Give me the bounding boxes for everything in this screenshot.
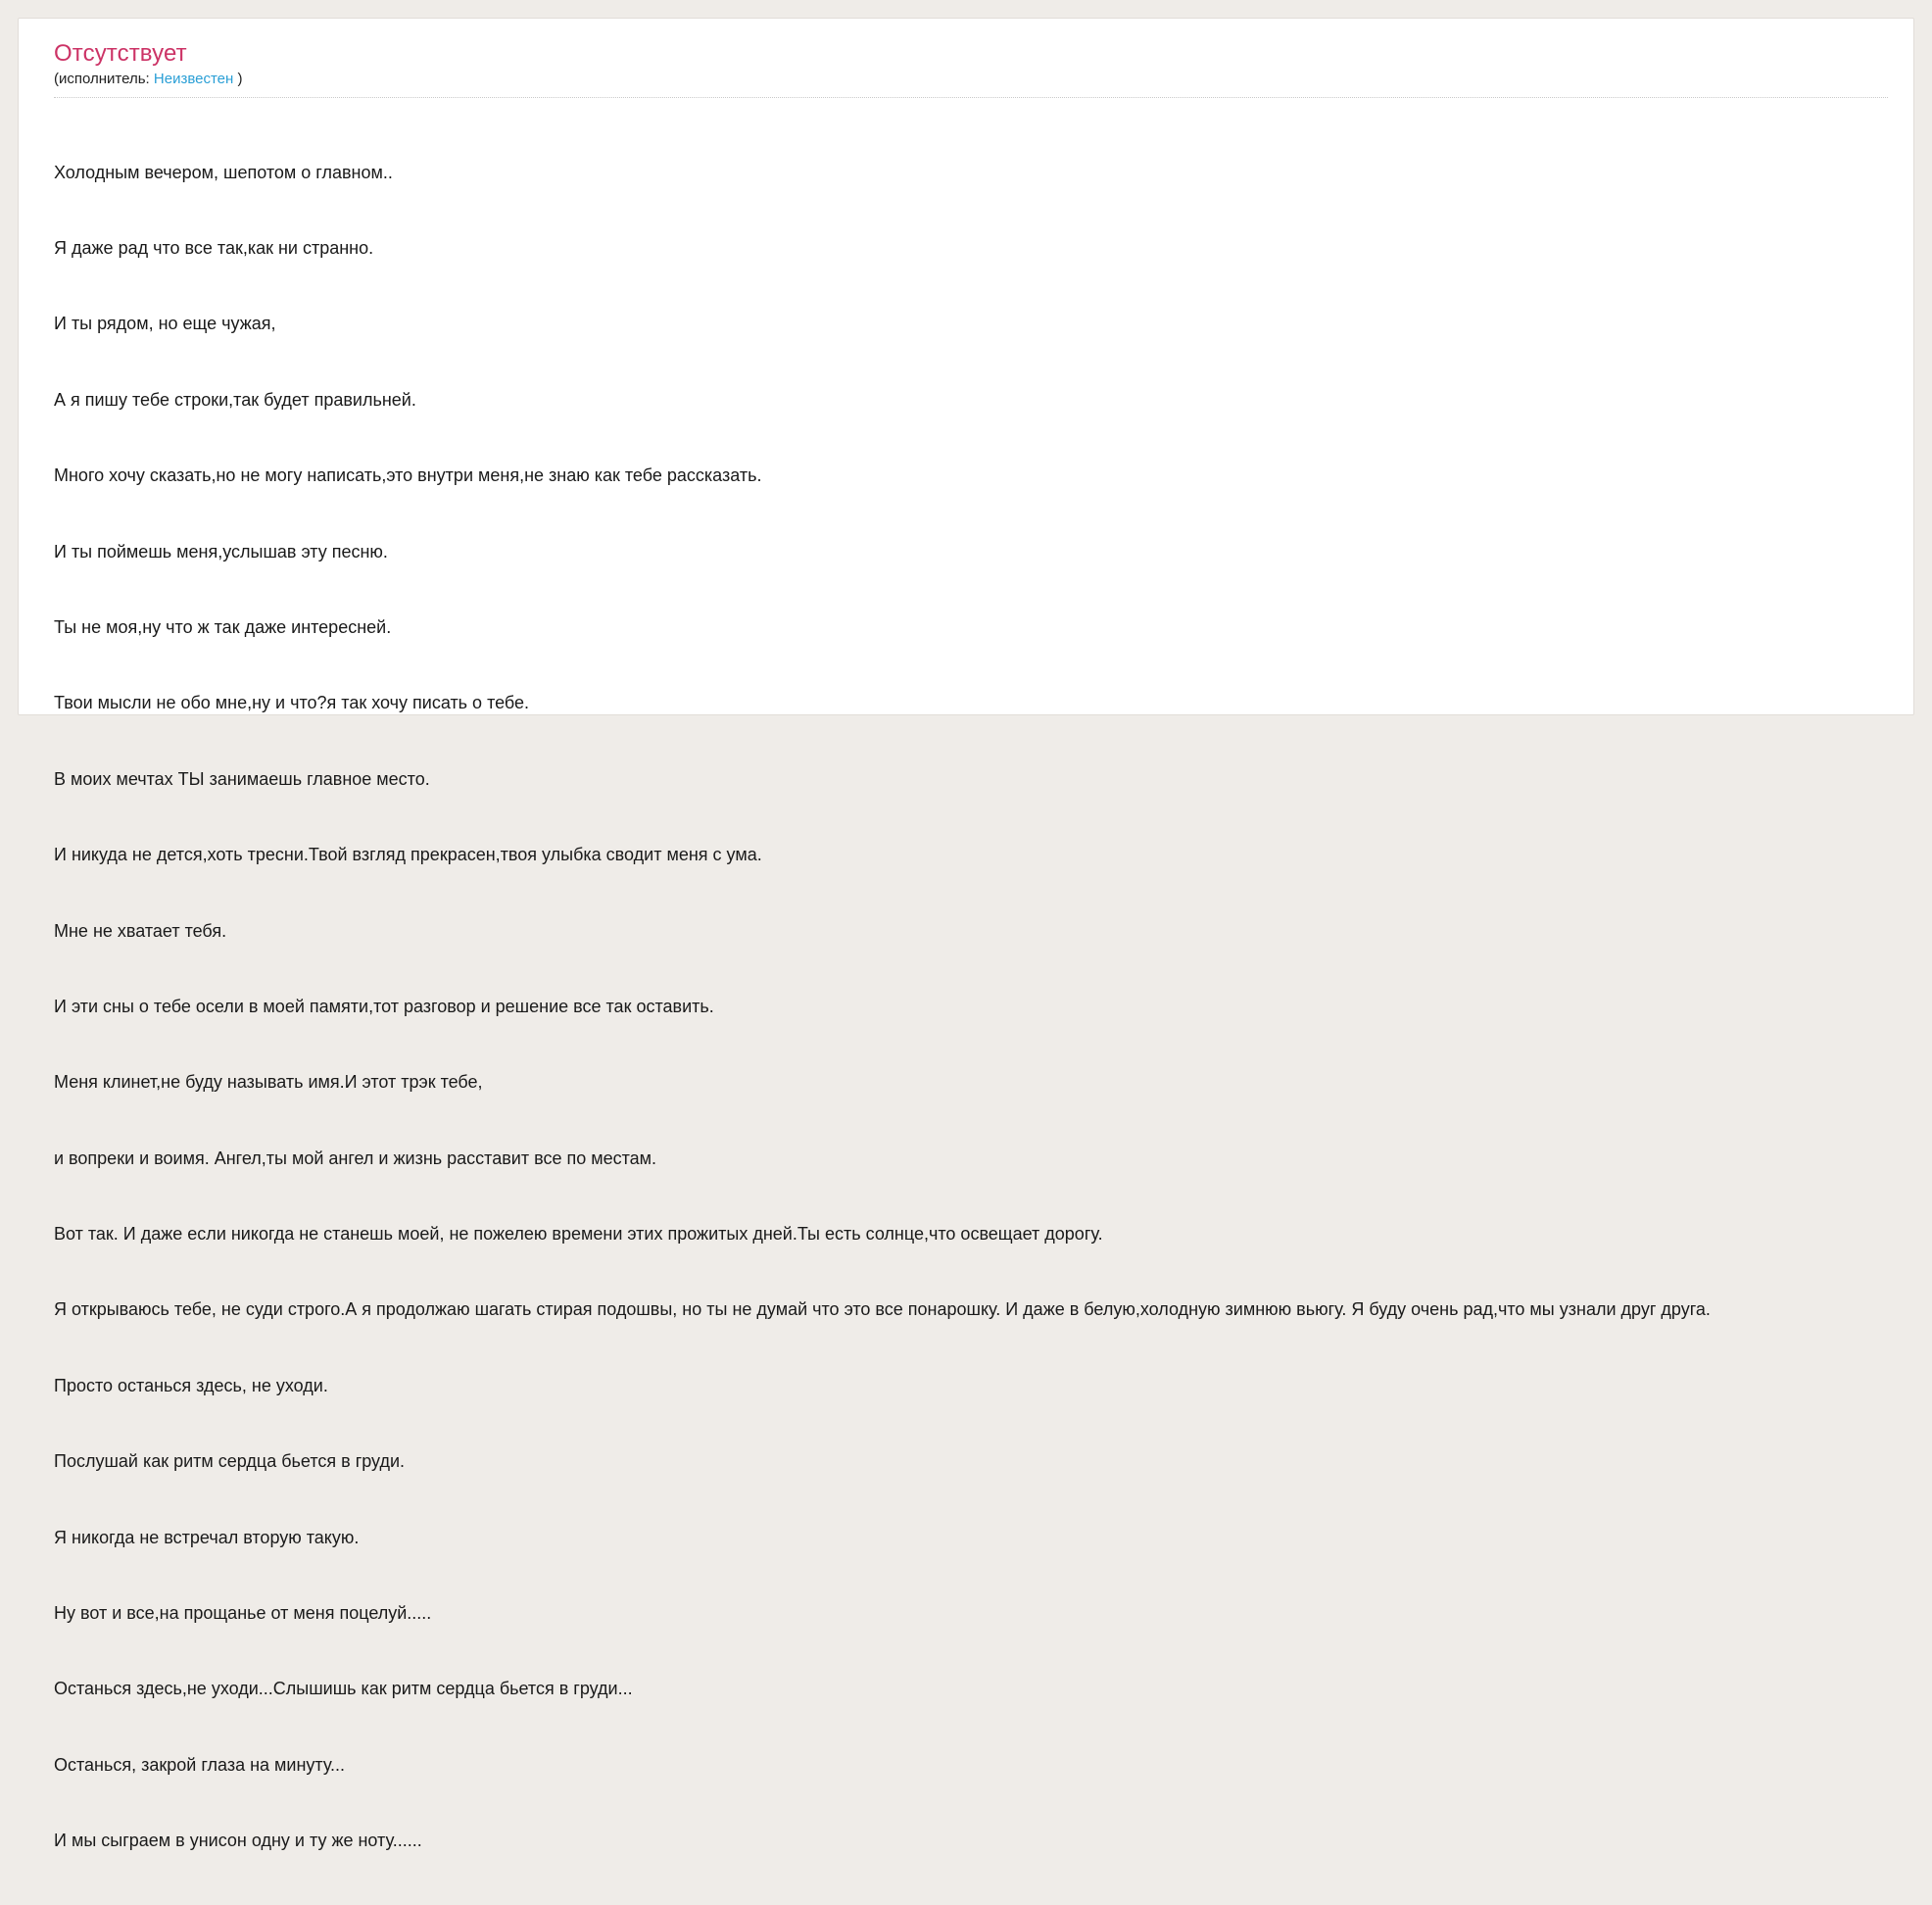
lyric-line: и вопреки и воимя. Ангел,ты мой ангел и жизнь расставит все по местам. bbox=[54, 1148, 657, 1168]
lyrics-body bbox=[54, 98, 1888, 1905]
lyric-line: А я пишу тебе строки,так будет правильней. bbox=[54, 389, 416, 410]
artist-line bbox=[54, 70, 1888, 98]
artist-close-paren: ) bbox=[237, 71, 243, 87]
lyric-line: И никуда не дется,хоть тресни.Твой взгляд прекрасен,твоя улыбка сводит меня с ума. bbox=[54, 845, 762, 865]
lyric-line: Вот так. И даже если никогда не станешь моей, не пожелею времени этих прожитых дней.Ты есть солнце,что освещает дорогу. bbox=[54, 1224, 1103, 1245]
lyric-line: Мне не хватает тебя. bbox=[54, 920, 227, 941]
lyric-line: И эти сны о тебе осели в моей памяти,тот разговор и решение все так оставить. bbox=[54, 996, 714, 1016]
lyric-line: Я никогда не встречал вторую такую. bbox=[54, 1527, 360, 1547]
lyrics-card bbox=[18, 18, 1914, 1851]
lyric-line: Останься, закрой глаза на минуту... bbox=[54, 1754, 346, 1775]
lyric-line: Останься здесь,не уходи...Слышишь как ритм сердца бьется в груди... bbox=[54, 1679, 633, 1699]
artist-link[interactable]: Неизвестен bbox=[153, 71, 234, 87]
song-title: Отсутствует bbox=[54, 40, 187, 67]
lyric-line: И ты поймешь меня,услышав эту песню. bbox=[54, 541, 388, 562]
lyric-line: Просто останься здесь, не уходи. bbox=[54, 1375, 328, 1395]
lyric-line: Твои мысли не обо мне,ну и что?я так хочу писать о тебе. bbox=[54, 693, 530, 713]
lyric-line: И мы сыграем в унисон одну и ту же ноту...... bbox=[54, 1831, 422, 1851]
lyric-line: В моих мечтах ТЫ занимаешь главное место. bbox=[54, 768, 430, 789]
lyric-line: Ты не моя,ну что ж так даже интересней. bbox=[54, 616, 392, 637]
lyric-line: Я открываюсь тебе, не суди строго.А я продолжаю шагать стирая подошвы, но ты не думай что это все понарошку. И даже в белую,холодную зимнюю вьюгу. Я буду очень рад,что мы узнали друг друга. bbox=[54, 1299, 1711, 1320]
lyric-line: Холодным вечером, шепотом о главном.. bbox=[54, 162, 393, 182]
lyric-line: Много хочу сказать,но не могу написать,это внутри меня,не знаю как тебе рассказать. bbox=[54, 465, 762, 486]
artist-label: (исполнитель: bbox=[54, 71, 150, 87]
lyric-line: Послушай как ритм сердца бьется в груди. bbox=[54, 1451, 406, 1472]
lyric-line: Ну вот и все,на прощанье от меня поцелуй..... bbox=[54, 1603, 432, 1624]
lyric-line: И ты рядом, но еще чужая, bbox=[54, 314, 276, 334]
lyric-line: Меня клинет,не буду называть имя.И этот трэк тебе, bbox=[54, 1072, 483, 1093]
lyric-line: Я даже рад что все так,как ни странно. bbox=[54, 237, 374, 258]
